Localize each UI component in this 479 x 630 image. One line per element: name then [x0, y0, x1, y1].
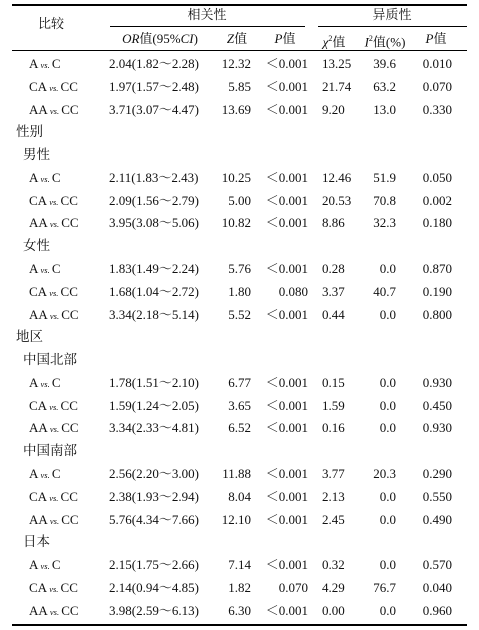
- cell-or: 1.78(1.51～2.10): [109, 374, 199, 390]
- cell-p2: 0.180: [422, 215, 452, 231]
- comparison-rhs: CC: [60, 283, 78, 299]
- comparison-label: [29, 398, 78, 415]
- header-z: Z值: [226, 31, 248, 46]
- comparison-label: [29, 603, 79, 620]
- comparison-rhs: CC: [61, 602, 79, 618]
- subgroup-label: 日本: [23, 534, 50, 550]
- comparison-rhs: C: [51, 557, 61, 573]
- cell-p2: 0.960: [422, 602, 452, 618]
- cell-i2: 51.9: [373, 169, 396, 185]
- cell-or: 2.15(1.75～2.66): [109, 557, 199, 573]
- header-group-heterogeneity: 异质性: [372, 7, 412, 22]
- comparison-label: [29, 261, 61, 278]
- vs-label: vs.: [47, 424, 62, 435]
- comparison-lhs: CA: [29, 397, 48, 413]
- cell-i2: 0.0: [379, 420, 396, 436]
- cell-p: ＜0.001: [265, 169, 308, 185]
- comparison-rhs: CC: [60, 579, 78, 595]
- cell-p2: 0.330: [422, 101, 452, 117]
- cell-p2: 0.930: [422, 374, 452, 390]
- cell-or: 2.04(1.82～2.28): [109, 56, 199, 71]
- comparison-label: [29, 284, 78, 301]
- comparison-label: [29, 489, 78, 506]
- header-group-correlation: 相关性: [187, 7, 227, 22]
- subgroup-label: 男性: [23, 147, 50, 163]
- cell-z: 6.30: [228, 602, 251, 618]
- cell-p2: 0.010: [422, 56, 452, 71]
- cell-chi: 3.37: [322, 283, 345, 299]
- comparison-rhs: CC: [61, 420, 79, 436]
- comparison-lhs: A: [29, 374, 39, 390]
- comparison-label: [29, 580, 78, 597]
- cell-or: 5.76(4.34～7.66): [109, 511, 199, 527]
- comparison-label: [29, 193, 78, 210]
- comparison-lhs: AA: [29, 215, 48, 231]
- vs-label: vs.: [47, 82, 61, 93]
- cell-i2: 39.6: [373, 56, 396, 71]
- cell-z: 8.04: [228, 488, 251, 504]
- cell-p: ＜0.001: [265, 306, 308, 322]
- cell-p2: 0.450: [422, 397, 452, 413]
- cell-z: 5.52: [228, 306, 251, 322]
- comparison-label: [29, 215, 79, 232]
- cell-z: 11.88: [222, 466, 251, 482]
- vs-label: vs.: [38, 470, 52, 481]
- vs-label: vs.: [38, 60, 52, 70]
- cell-i2: 0.0: [379, 374, 396, 390]
- cell-chi: 2.13: [322, 488, 345, 504]
- comparison-lhs: CA: [29, 488, 48, 504]
- section-title: 性别: [16, 124, 43, 140]
- cell-p2: 0.870: [422, 261, 452, 277]
- comparison-lhs: A: [29, 169, 39, 185]
- cell-chi: 0.16: [322, 420, 345, 436]
- cell-chi: 20.53: [322, 192, 352, 208]
- cell-z: 1.82: [228, 579, 251, 595]
- comparison-label: [29, 170, 61, 187]
- cell-p: ＜0.001: [265, 602, 308, 618]
- comparison-rhs: CC: [61, 306, 79, 322]
- cell-chi: 4.29: [322, 579, 345, 595]
- cell-p2: 0.040: [422, 579, 452, 595]
- vs-label: vs.: [47, 606, 62, 617]
- cell-i2: 0.0: [379, 557, 396, 573]
- comparison-label: [29, 557, 61, 574]
- cell-p: ＜0.001: [265, 466, 308, 482]
- cell-z: 6.77: [228, 374, 251, 390]
- cell-z: 12.10: [221, 511, 251, 527]
- subgroup-label: 女性: [23, 238, 50, 254]
- cell-chi: 0.44: [322, 306, 345, 322]
- cell-z: 5.76: [228, 261, 251, 277]
- cell-or: 2.11(1.83～2.43): [109, 169, 199, 185]
- comparison-rhs: CC: [61, 215, 79, 231]
- comparison-lhs: A: [29, 56, 39, 71]
- cell-i2: 0.0: [379, 261, 396, 277]
- cell-or: 3.34(2.18～5.14): [109, 306, 199, 322]
- cell-p: ＜0.001: [265, 261, 308, 277]
- comparison-rhs: CC: [61, 101, 79, 117]
- cell-p: ＜0.001: [265, 56, 308, 71]
- cell-p: ＜0.001: [265, 101, 308, 117]
- cell-z: 10.82: [221, 215, 251, 231]
- vs-label: vs.: [47, 310, 62, 321]
- header-p: P值: [274, 31, 296, 46]
- comparison-rhs: CC: [60, 192, 78, 208]
- comparison-label: [29, 466, 61, 483]
- cell-z: 10.25: [221, 169, 251, 185]
- vs-label: vs.: [38, 265, 52, 276]
- cell-or: 1.97(1.57～2.48): [109, 78, 199, 94]
- comparison-label: [29, 102, 79, 119]
- group-rule-heterogeneity: [318, 26, 467, 27]
- comparison-lhs: CA: [29, 192, 48, 208]
- cell-or: 3.98(2.59～6.13): [109, 602, 199, 618]
- cell-or: 2.56(2.20～3.00): [109, 466, 199, 482]
- cell-i2: 0.0: [379, 306, 396, 322]
- cell-i2: 63.2: [373, 78, 396, 94]
- cell-chi: 0.32: [322, 557, 345, 573]
- comparison-lhs: CA: [29, 78, 48, 94]
- cell-or: 2.09(1.56～2.79): [109, 192, 199, 208]
- vs-label: vs.: [38, 173, 52, 184]
- cell-i2: 0.0: [379, 511, 396, 527]
- comparison-lhs: A: [29, 557, 39, 573]
- comparison-label: [29, 56, 61, 73]
- cell-p2: 0.570: [422, 557, 452, 573]
- header-i2: $I^2$值(%): [364, 34, 406, 50]
- cell-i2: 40.7: [373, 283, 396, 299]
- cell-z: 6.52: [228, 420, 251, 436]
- comparison-lhs: AA: [29, 420, 48, 436]
- cell-z: 13.69: [221, 101, 251, 117]
- comparison-rhs: CC: [60, 488, 78, 504]
- cell-chi: 2.45: [322, 511, 345, 527]
- cell-z: 12.32: [221, 56, 251, 71]
- vs-label: vs.: [47, 105, 62, 116]
- comparison-rhs: CC: [61, 511, 79, 527]
- comparison-lhs: AA: [29, 306, 48, 322]
- group-rule-correlation: [110, 26, 305, 27]
- cell-p: ＜0.001: [265, 374, 308, 390]
- vs-label: vs.: [38, 561, 52, 572]
- cell-p2: 0.050: [422, 169, 452, 185]
- comparison-label: [29, 79, 78, 96]
- cell-p2: 0.070: [422, 78, 452, 94]
- cell-p: ＜0.001: [265, 420, 308, 436]
- comparison-lhs: CA: [29, 283, 48, 299]
- comparison-lhs: A: [29, 466, 39, 482]
- cell-chi: 13.25: [322, 56, 352, 71]
- cell-p: 0.070: [278, 579, 308, 595]
- top-rule: [12, 4, 467, 6]
- cell-p: ＜0.001: [265, 397, 308, 413]
- cell-or: 1.68(1.04～2.72): [109, 283, 199, 299]
- cell-i2: 70.8: [373, 192, 396, 208]
- cell-chi: 1.59: [322, 397, 345, 413]
- cell-i2: 0.0: [379, 602, 396, 618]
- cell-or: 3.71(3.07～4.47): [109, 101, 199, 117]
- cell-z: 5.85: [228, 78, 251, 94]
- comparison-label: [29, 512, 79, 529]
- cell-chi: 3.77: [322, 466, 345, 482]
- cell-chi: 12.46: [322, 169, 352, 185]
- section-title: 地区: [16, 329, 43, 345]
- cell-or: 2.38(1.93～2.94): [109, 488, 199, 504]
- cell-p2: 0.490: [422, 511, 452, 527]
- vs-label: vs.: [47, 287, 61, 298]
- comparison-lhs: AA: [29, 511, 48, 527]
- cell-p: ＜0.001: [265, 511, 308, 527]
- header-compare: 比较: [38, 16, 65, 31]
- comparison-lhs: CA: [29, 579, 48, 595]
- vs-label: vs.: [47, 492, 61, 503]
- comparison-lhs: A: [29, 261, 39, 277]
- cell-i2: 0.0: [379, 488, 396, 504]
- cell-z: 3.65: [228, 397, 251, 413]
- cell-chi: 0.28: [322, 261, 345, 277]
- subgroup-label: 中国北部: [23, 352, 77, 368]
- cell-z: 5.00: [228, 192, 251, 208]
- cell-i2: 20.3: [373, 466, 396, 482]
- header-or: OR值(95%CI): [122, 31, 198, 46]
- header-p2: P值: [425, 31, 447, 46]
- comparison-label: [29, 420, 79, 437]
- vs-label: vs.: [47, 219, 62, 230]
- comparison-rhs: C: [51, 261, 61, 277]
- cell-or: 2.14(0.94～4.85): [109, 579, 199, 595]
- cell-i2: 13.0: [373, 101, 396, 117]
- cell-p2: 0.930: [422, 420, 452, 436]
- cell-chi: 8.86: [322, 215, 345, 231]
- cell-p2: 0.190: [422, 283, 452, 299]
- cell-p: ＜0.001: [265, 78, 308, 94]
- vs-label: vs.: [47, 583, 61, 594]
- cell-or: 3.34(2.33～4.81): [109, 420, 199, 436]
- cell-z: 1.80: [228, 283, 251, 299]
- subgroup-label: 中国南部: [23, 443, 77, 459]
- vs-label: vs.: [47, 196, 61, 207]
- cell-p: 0.080: [278, 283, 308, 299]
- cell-or: 1.59(1.24～2.05): [109, 397, 199, 413]
- cell-p2: 0.002: [422, 192, 452, 208]
- vs-label: vs.: [38, 378, 52, 389]
- cell-chi: 0.00: [322, 602, 345, 618]
- cell-p: ＜0.001: [265, 488, 308, 504]
- header-chi: $\chi^2$值: [322, 34, 346, 50]
- comparison-rhs: CC: [60, 397, 78, 413]
- cell-p2: 0.290: [422, 466, 452, 482]
- comparison-label: [29, 375, 61, 392]
- comparison-lhs: AA: [29, 602, 48, 618]
- cell-p: ＜0.001: [265, 192, 308, 208]
- cell-or: 1.83(1.49～2.24): [109, 261, 199, 277]
- comparison-rhs: C: [51, 374, 61, 390]
- cell-chi: 21.74: [322, 78, 352, 94]
- comparison-label: [29, 307, 79, 324]
- vs-label: vs.: [47, 401, 61, 412]
- cell-p: ＜0.001: [265, 215, 308, 231]
- cell-i2: 32.3: [373, 215, 396, 231]
- cell-i2: 0.0: [379, 397, 396, 413]
- cell-chi: 0.15: [322, 374, 345, 390]
- bottom-rule: [12, 624, 467, 626]
- comparison-lhs: AA: [29, 101, 48, 117]
- cell-p2: 0.800: [422, 306, 452, 322]
- cell-p: ＜0.001: [265, 557, 308, 573]
- cell-chi: 9.20: [322, 101, 345, 117]
- comparison-rhs: C: [51, 466, 61, 482]
- comparison-rhs: CC: [60, 78, 78, 94]
- cell-z: 7.14: [228, 557, 251, 573]
- comparison-rhs: C: [51, 56, 61, 71]
- comparison-rhs: C: [51, 169, 61, 185]
- cell-p2: 0.550: [422, 488, 452, 504]
- vs-label: vs.: [47, 515, 62, 526]
- cell-or: 3.95(3.08～5.06): [109, 215, 199, 231]
- cell-i2: 76.7: [373, 579, 396, 595]
